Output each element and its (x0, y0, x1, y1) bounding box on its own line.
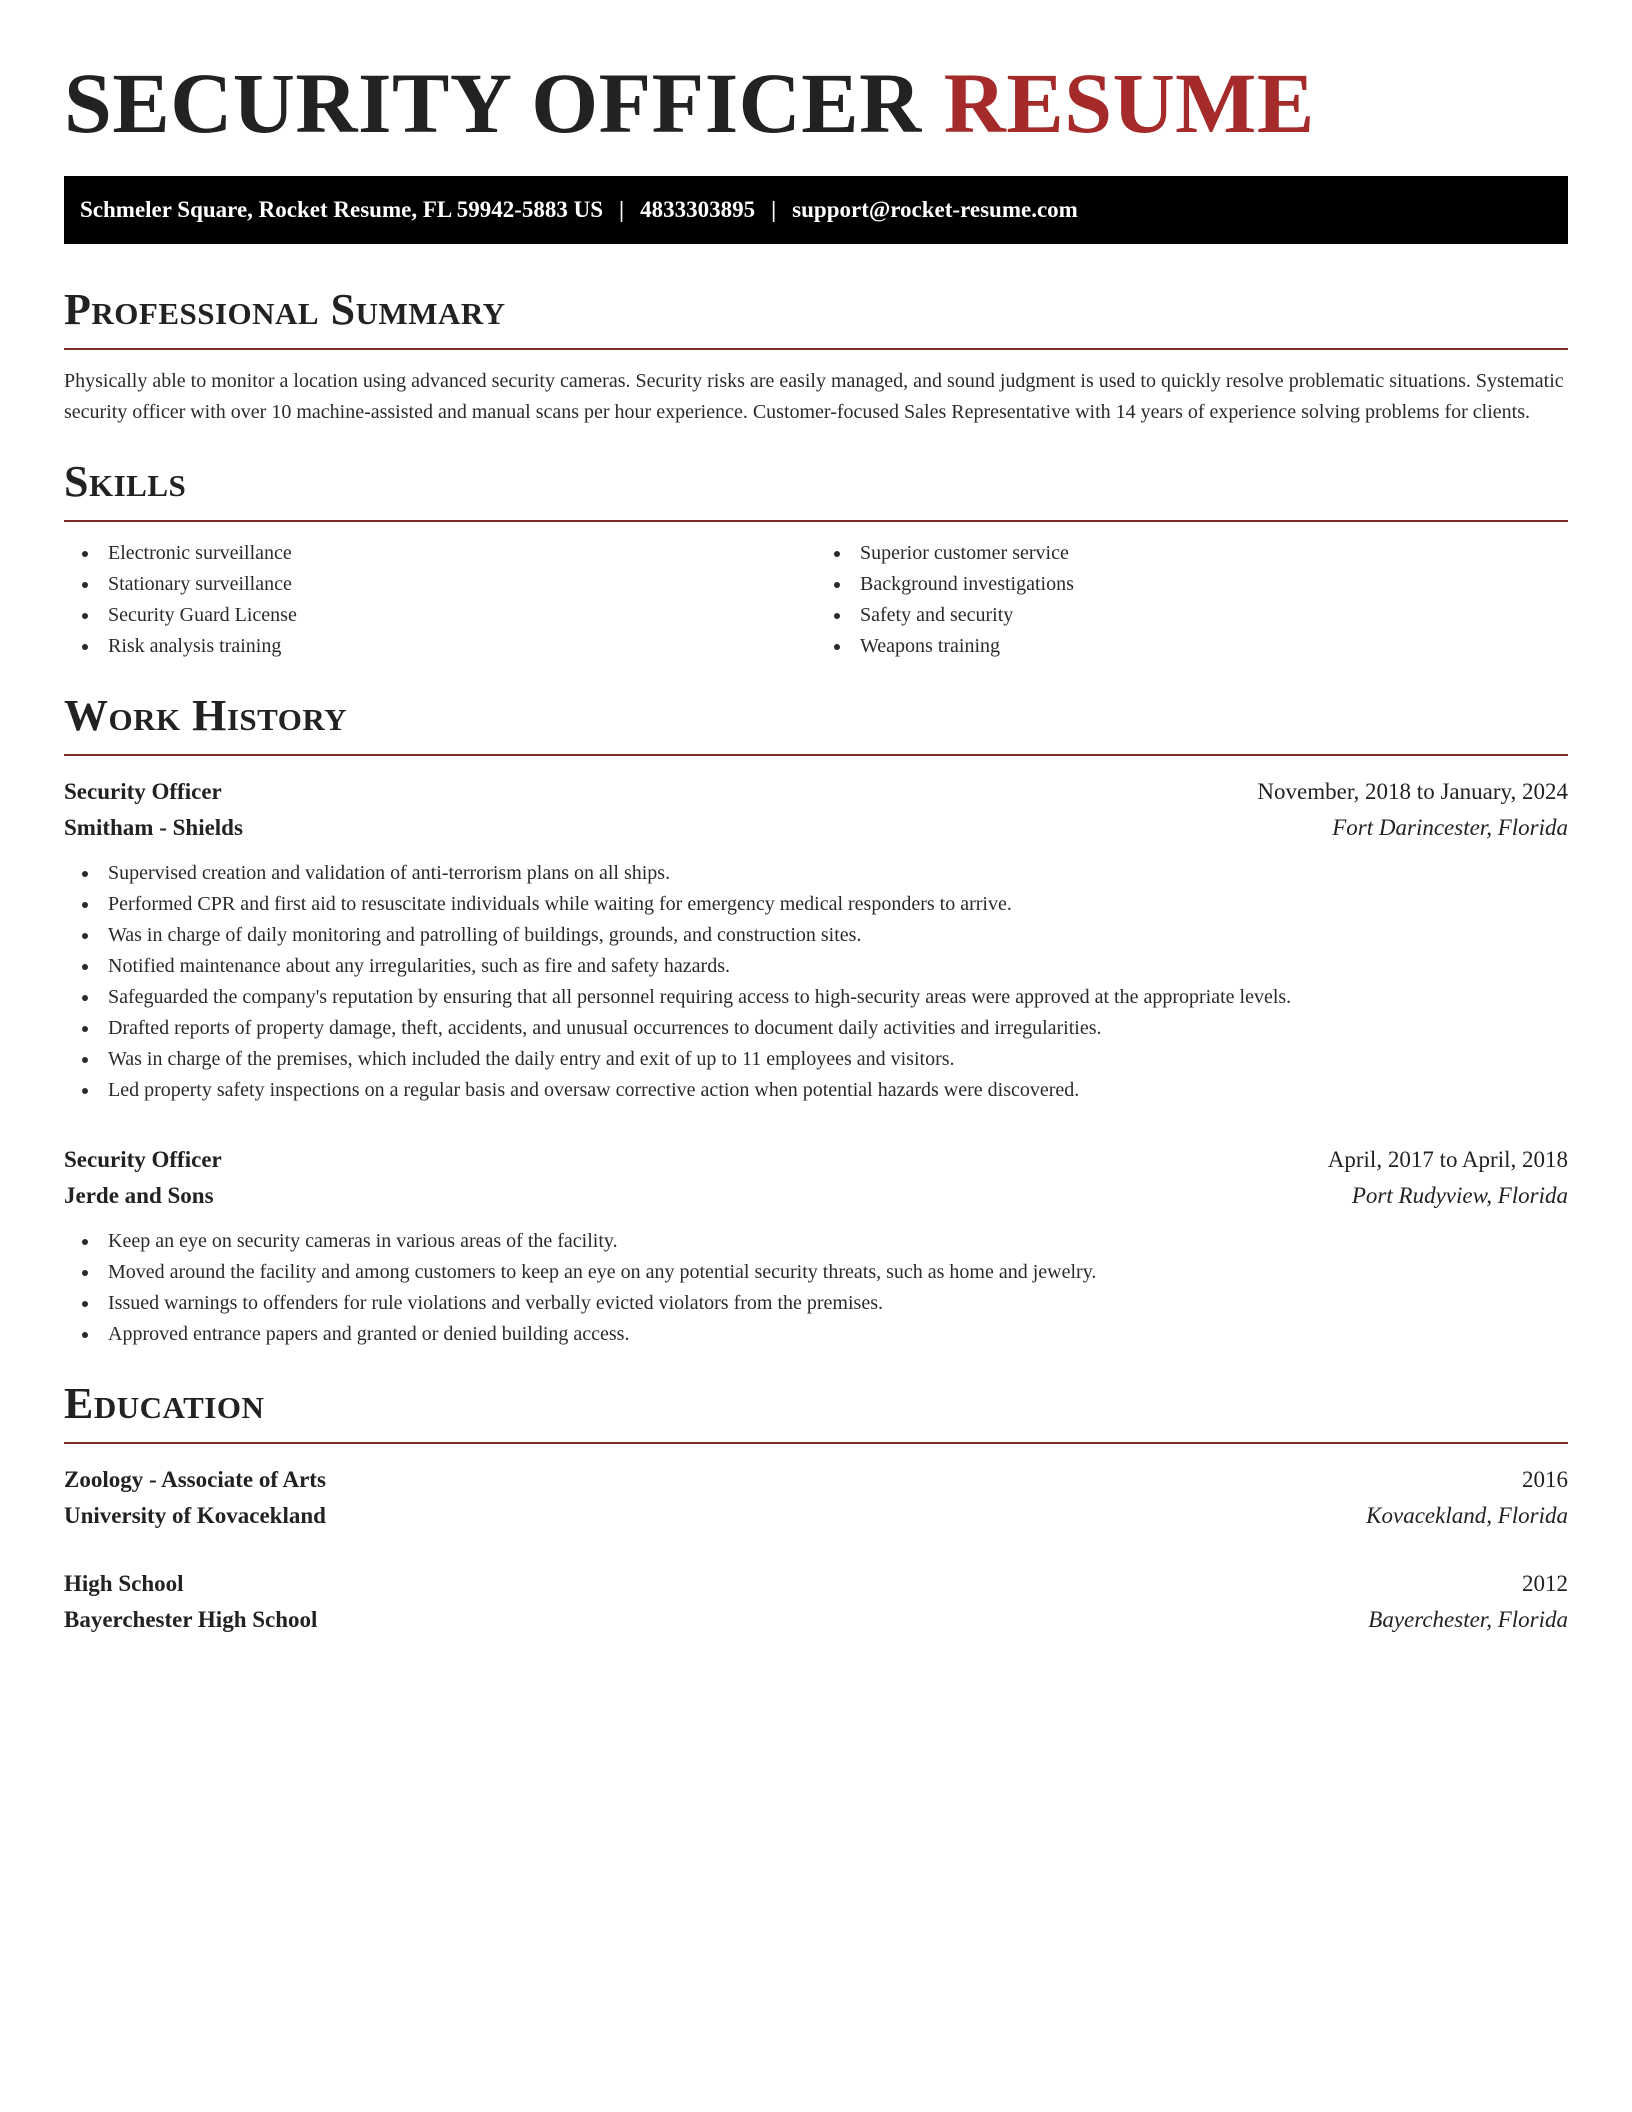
job-duty-item: Performed CPR and first aid to resuscitate individuals while waiting for emergency medical responders to arrive. (64, 889, 1568, 920)
summary-text: Physically able to monitor a location using advanced security cameras. Security risks are easily managed, and sound judgment is used to quickly resolve problematic situations. Systematic security officer with over 10 machine-assisted and manual scans per hour experience. Customer-focused Sales Representative with 14 years of experience solving problems for clients. (64, 370, 1564, 423)
skill-item: Security Guard License (64, 600, 816, 631)
job-duties-list (64, 1226, 1568, 1350)
job-location: Fort Darincester, Florida (1332, 815, 1568, 840)
job-duties-list (64, 858, 1568, 1106)
job-duty-item: Approved entrance papers and granted or denied building access. (64, 1319, 1568, 1350)
section-heading: Professional Summary (64, 284, 1568, 350)
skills-column-left (64, 538, 816, 662)
job-duty-item: Was in charge of daily monitoring and patrolling of buildings, grounds, and construction sites. (64, 920, 1568, 951)
job-company: Smitham - Shields (64, 815, 243, 840)
education-year: 2016 (1522, 1467, 1568, 1492)
job-duty-item: Moved around the facility and among customers to keep an eye on any potential security threats, such as home and jewelry. (64, 1257, 1568, 1288)
job-duty-item: Drafted reports of property damage, theft, accidents, and unusual occurrences to document daily activities and irregularities. (64, 1013, 1568, 1044)
contact-separator: | (619, 197, 625, 222)
skill-item: Weapons training (816, 631, 1568, 662)
skills-list (64, 538, 816, 662)
contact-email: support@rocket-resume.com (792, 197, 1078, 222)
skill-item: Electronic surveillance (64, 538, 816, 569)
job-entry (64, 1142, 1568, 1350)
section-heading: Education (64, 1378, 1568, 1444)
resume-title (64, 48, 1568, 158)
skill-item: Risk analysis training (64, 631, 816, 662)
job-duty-item: Safeguarded the company's reputation by ensuring that all personnel requiring access to high-security areas were approved at the appropriate levels. (64, 982, 1568, 1013)
job-title: Security Officer (64, 779, 222, 804)
skills-section (64, 456, 1568, 662)
title-accent: RESUME (943, 55, 1315, 151)
job-company: Jerde and Sons (64, 1183, 214, 1208)
skill-item: Stationary surveillance (64, 569, 816, 600)
work-history-section (64, 690, 1568, 1350)
job-location: Port Rudyview, Florida (1351, 1183, 1568, 1208)
education-school: University of Kovacekland (64, 1503, 326, 1528)
education-location: Kovacekland, Florida (1366, 1503, 1568, 1528)
job-duty-item: Issued warnings to offenders for rule violations and verbally evicted violators from the premises. (64, 1288, 1568, 1319)
education-location: Bayerchester, Florida (1368, 1607, 1568, 1632)
section-heading: Skills (64, 456, 1568, 522)
education-entry (64, 1566, 1568, 1638)
contact-separator: | (771, 197, 777, 222)
education-degree: High School (64, 1571, 184, 1596)
skills-grid (64, 538, 1568, 662)
skill-item: Background investigations (816, 569, 1568, 600)
education-section (64, 1378, 1568, 1638)
contact-phone: 4833303895 (640, 197, 756, 222)
education-year: 2012 (1522, 1571, 1568, 1596)
job-dates: November, 2018 to January, 2024 (1257, 779, 1568, 804)
job-dates: April, 2017 to April, 2018 (1327, 1147, 1568, 1172)
skills-list (816, 538, 1568, 662)
job-duty-item: Supervised creation and validation of anti-terrorism plans on all ships. (64, 858, 1568, 889)
contact-address: Schmeler Square, Rocket Resume, FL 59942-5883 US (80, 197, 604, 222)
skill-item: Safety and security (816, 600, 1568, 631)
job-entry (64, 774, 1568, 1106)
job-duty-item: Led property safety inspections on a regular basis and oversaw corrective action when potential hazards were discovered. (64, 1075, 1568, 1106)
education-entry (64, 1462, 1568, 1534)
education-school: Bayerchester High School (64, 1607, 318, 1632)
education-degree: Zoology - Associate of Arts (64, 1467, 326, 1492)
job-duty-item: Keep an eye on security cameras in various areas of the facility. (64, 1226, 1568, 1257)
skill-item: Superior customer service (816, 538, 1568, 569)
job-title: Security Officer (64, 1147, 222, 1172)
job-duty-item: Was in charge of the premises, which included the daily entry and exit of up to 11 employees and visitors. (64, 1044, 1568, 1075)
title-main: SECURITY OFFICER (64, 55, 922, 151)
professional-summary-section (64, 284, 1568, 428)
skills-column-right (816, 538, 1568, 662)
contact-bar (64, 176, 1568, 244)
job-duty-item: Notified maintenance about any irregularities, such as fire and safety hazards. (64, 951, 1568, 982)
section-heading: Work History (64, 690, 1568, 756)
